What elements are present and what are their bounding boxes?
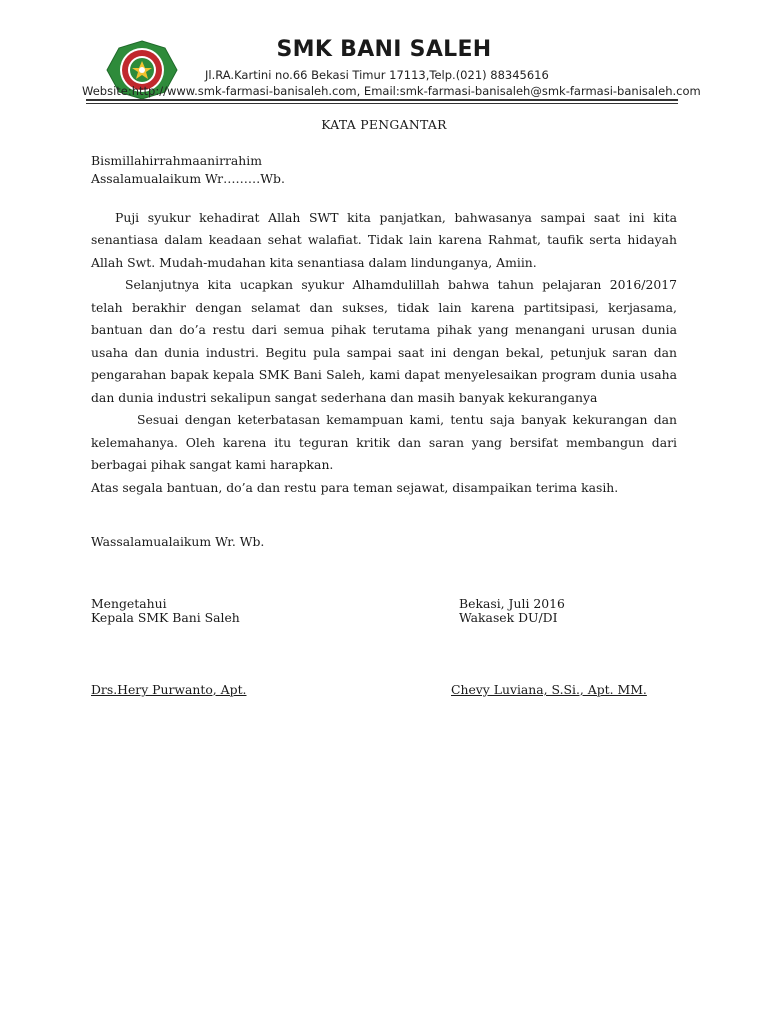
opening-salam: Assalamualaikum Wr………Wb.	[91, 170, 285, 186]
signer-left-name: Drs.Hery Purwanto, Apt.	[91, 682, 247, 697]
closing-salam: Wassalamualaikum Wr. Wb.	[91, 534, 265, 549]
letterhead-rule-thin	[86, 103, 678, 104]
opening-bismillah: Bismillahirrahmaanirrahim	[91, 152, 263, 168]
signature-right	[459, 597, 565, 625]
paragraph-2: Selanjutnya kita ucapkan syukur Alhamdulillah bahwa tahun pelajaran 2016/2017 telah berakhir dengan selamat dan sukses, tidak lain karena partitsipasi, kerjasama, bantuan dan do’a restu dari semua pihak terutama pihak yang menangani urusan dunia usaha dan dunia industri. Begitu pula sampai saat ini dengan bekal, petunjuk saran dan pengarahan bapak kepala SMK Bani Saleh, kami dapat menyelesaikan program dunia usaha dan dunia industri sekalipun sangat sederhana dan masih banyak kekuranganya	[91, 277, 677, 405]
paragraph-3: Sesuai dengan keterbatasan kemampuan kami, tentu saja banyak kekurangan dan kelemahanya. Oleh karena itu teguran kritik dan saran yang bersifat membangun dari berbagai pihak sangat kami harapkan.	[91, 412, 677, 472]
letter-body	[91, 114, 677, 737]
signature-left-line2: Kepala SMK Bani Saleh	[91, 610, 240, 625]
paragraph-4: Atas segala bantuan, do’a dan restu para teman sejawat, disampaikan terima kasih.	[91, 479, 619, 495]
signature-left-line1: Mengetahui	[91, 596, 167, 611]
school-name: SMK BANI SALEH	[276, 37, 492, 62]
school-address: Jl.RA.Kartini no.66 Bekasi Timur 17113,Telp.(021) 88345616	[205, 68, 549, 82]
signer-right-name: Chevy Luviana, S.Si., Apt. MM.	[451, 682, 647, 697]
school-contact: Website:http://www.smk-farmasi-banisaleh.com, Email:smk-farmasi-banisaleh@smk-farmasi-banisaleh.com	[82, 84, 701, 98]
letterhead	[0, 0, 768, 104]
paragraph-1: Puji syukur kehadirat Allah SWT kita panjatkan, bahwasanya sampai saat ini kita senantiasa dalam keadaan sehat walafiat. Tidak lain karena Rahmat, taufik serta hidayah Allah Swt. Mudah-mudahan kita senantiasa dalam lindunganya, Amiin.	[91, 209, 677, 270]
signature-left	[91, 597, 240, 625]
signature-right-line1: Bekasi, Juli 2016	[459, 596, 565, 611]
document-title: KATA PENGANTAR	[321, 117, 447, 132]
signature-right-line2: Wakasek DU/DI	[459, 610, 558, 625]
signature-block	[91, 597, 677, 737]
letterhead-rule-thick	[86, 99, 678, 101]
